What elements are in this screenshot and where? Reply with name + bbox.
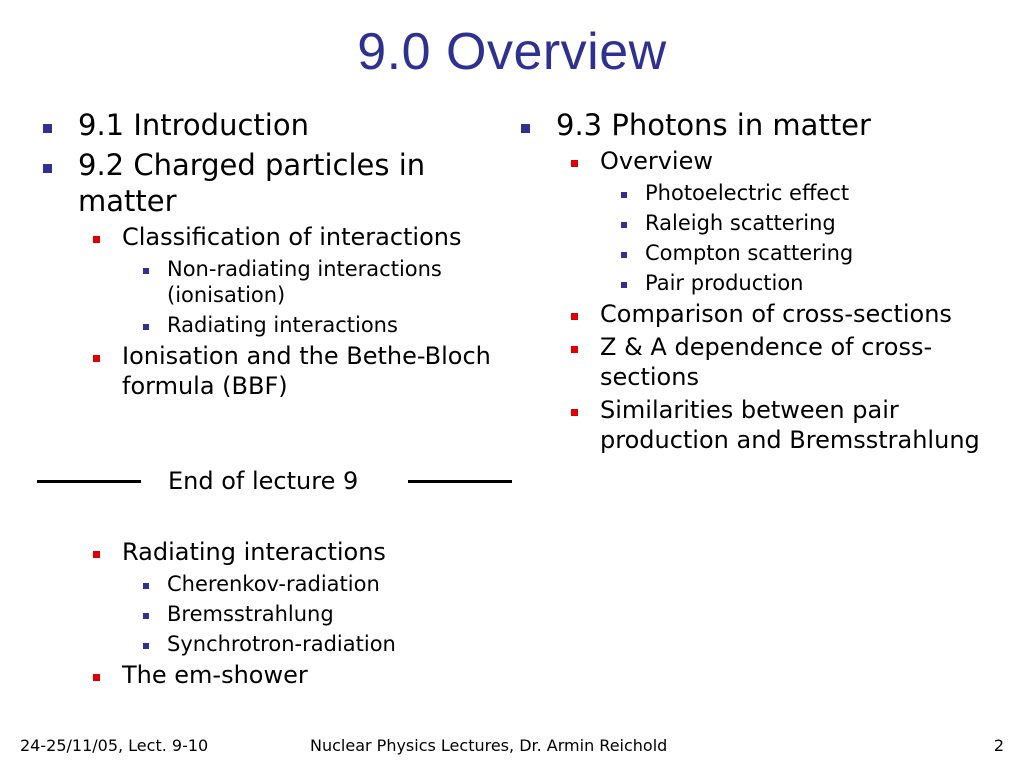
list-item	[518, 240, 1008, 266]
list-item-text: Synchrotron-radiation	[167, 632, 396, 656]
square-bullet-icon	[571, 160, 578, 167]
footer-course: Nuclear Physics Lectures, Dr. Armin Reichold	[310, 736, 668, 755]
list-item-text: Radiating interactions	[167, 313, 398, 337]
list-item-text: Ionisation and the Bethe-Bloch formula (BBF)	[122, 342, 491, 400]
list-item-text: Comparison of cross-sections	[600, 300, 952, 328]
list-item-text: Raleigh scattering	[645, 211, 836, 235]
list-item	[40, 537, 520, 567]
left-column	[40, 103, 520, 401]
list-item-text: Compton scattering	[645, 241, 854, 265]
list-item-text: Pair production	[645, 271, 804, 295]
square-bullet-icon	[93, 674, 100, 681]
list-item	[40, 660, 520, 690]
square-bullet-icon	[143, 583, 149, 589]
list-item	[40, 631, 520, 657]
list-item-text: Overview	[600, 147, 713, 175]
list-item	[40, 107, 520, 143]
list-item	[518, 299, 1008, 329]
square-bullet-icon	[621, 252, 627, 258]
list-item	[40, 312, 520, 338]
square-bullet-icon	[43, 164, 52, 173]
list-item	[40, 571, 520, 597]
list-item	[518, 210, 1008, 236]
square-bullet-icon	[621, 222, 627, 228]
list-item	[40, 222, 520, 252]
square-bullet-icon	[143, 643, 149, 649]
list-item-text: Classification of interactions	[122, 223, 462, 251]
list-item	[518, 180, 1008, 206]
square-bullet-icon	[571, 409, 578, 416]
list-item-text: The em-shower	[122, 661, 308, 689]
list-item-text: Z & A dependence of cross-sections	[600, 333, 933, 391]
footer-date: 24-25/11/05, Lect. 9-10	[20, 736, 209, 755]
list-item-text: Similarities between pair production and Bremsstrahlung	[600, 396, 980, 454]
square-bullet-icon	[93, 551, 100, 558]
separator-line-left	[37, 480, 141, 483]
list-item	[40, 147, 520, 219]
list-item-text: Bremsstrahlung	[167, 602, 334, 626]
square-bullet-icon	[143, 268, 149, 274]
square-bullet-icon	[521, 124, 530, 133]
list-item	[518, 395, 1008, 455]
list-item	[518, 107, 1008, 143]
square-bullet-icon	[93, 236, 100, 243]
square-bullet-icon	[571, 346, 578, 353]
list-item-text: 9.2 Charged particles in matter	[78, 148, 426, 218]
square-bullet-icon	[621, 192, 627, 198]
end-of-lecture-label: End of lecture 9	[168, 467, 359, 495]
separator-line-right	[408, 480, 512, 483]
list-item	[518, 270, 1008, 296]
list-item	[40, 601, 520, 627]
list-item	[40, 256, 520, 308]
list-item-text: Cherenkov-radiation	[167, 572, 380, 596]
square-bullet-icon	[621, 282, 627, 288]
list-item-text: Radiating interactions	[122, 538, 386, 566]
square-bullet-icon	[143, 324, 149, 330]
list-item	[518, 332, 1008, 392]
square-bullet-icon	[143, 613, 149, 619]
left-lower-column	[40, 534, 520, 690]
list-item-text: Non-radiating interactions (ionisation)	[167, 257, 442, 307]
list-item	[40, 341, 520, 401]
list-item-text: 9.3 Photons in matter	[556, 108, 871, 142]
right-column	[518, 103, 1008, 455]
square-bullet-icon	[93, 355, 100, 362]
slide-title: 9.0 Overview	[357, 23, 667, 81]
list-item-text: 9.1 Introduction	[78, 108, 309, 142]
footer-page-number: 2	[993, 736, 1004, 755]
list-item	[518, 146, 1008, 176]
list-item-text: Photoelectric effect	[645, 181, 850, 205]
square-bullet-icon	[571, 313, 578, 320]
square-bullet-icon	[43, 124, 52, 133]
